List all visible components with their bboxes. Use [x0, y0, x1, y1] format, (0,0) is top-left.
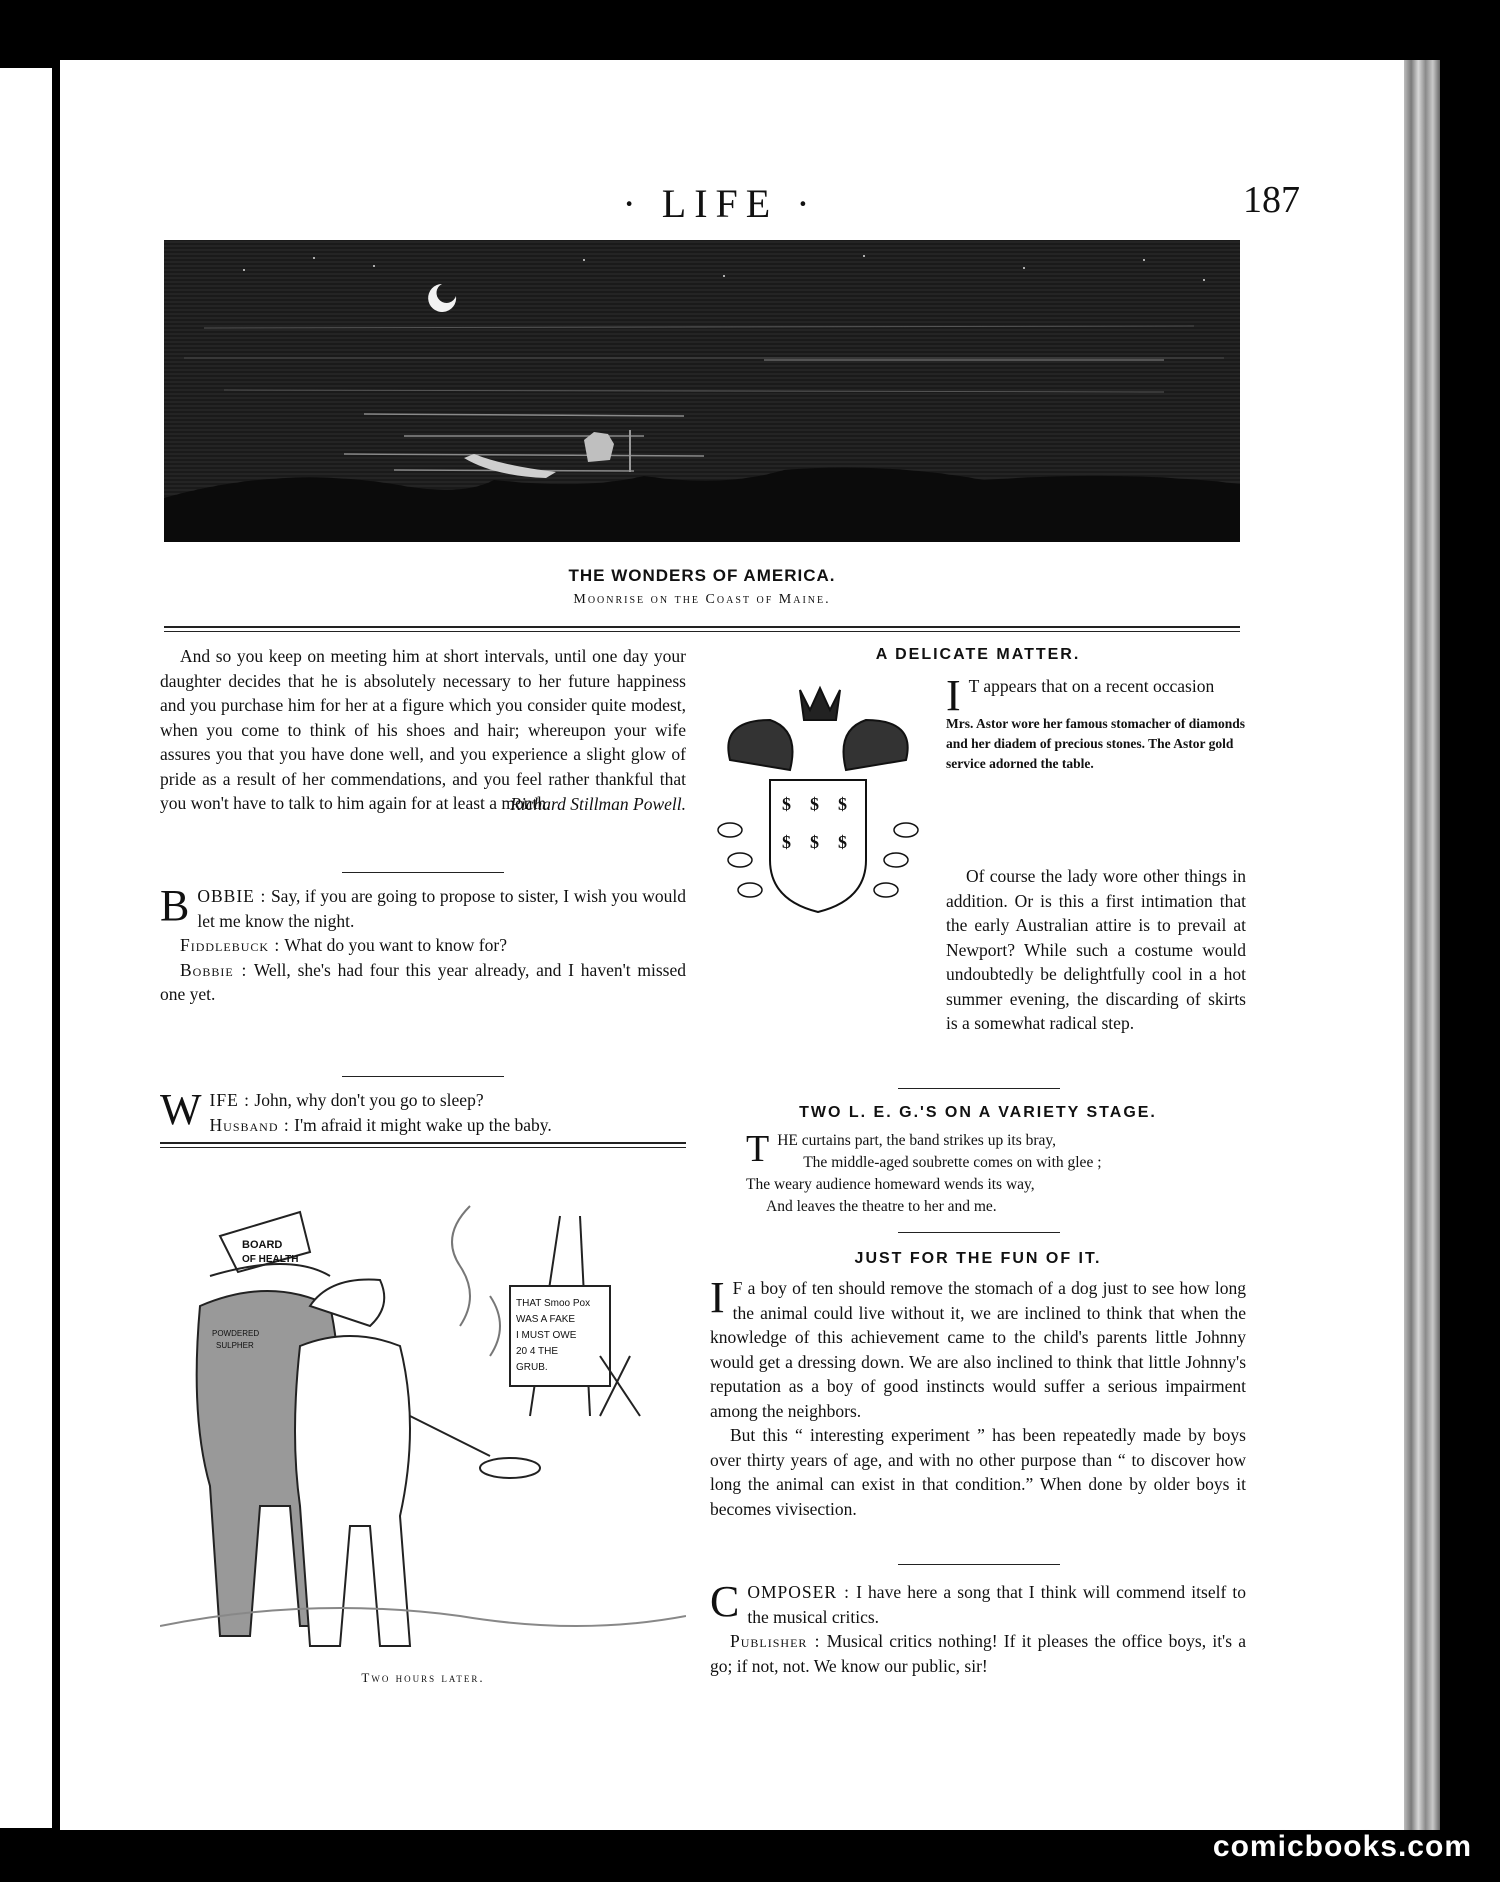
cartoon-svg [160, 1156, 686, 1666]
poem-line-2: The middle-aged soubrette comes on with glee ; [803, 1154, 1102, 1171]
drop-cap-c: C [710, 1577, 740, 1626]
wife-line: John, why don't you go to sleep? [254, 1090, 484, 1110]
page-number: 187 [1243, 179, 1300, 221]
bobbie-line-2: Well, she's had four this year already, and I haven't missed one yet. [160, 959, 686, 1004]
moonrise-illustration-svg [164, 240, 1240, 542]
heading-fun-of-it: JUST FOR THE FUN OF IT. [854, 1250, 1102, 1267]
legs-poem [746, 1130, 1226, 1218]
drop-cap-i-2: I [710, 1273, 725, 1322]
divider [342, 872, 504, 873]
poem-line-1: HE curtains part, the band strikes up its bray, [777, 1132, 1057, 1149]
fun-paragraph-2: But this “ interesting experiment ” has been repeatedly made by boys over thirty years of age, and with no other purpose than “ to discover how long the animal can exist in that condition.” When done by older boys it becomes vivisection. [710, 1425, 1246, 1519]
drop-cap-w: W [160, 1085, 202, 1134]
bobbie-line-1: Say, if you are going to propose to sister, I wish you would let me know the night. [197, 886, 686, 931]
bobbie-dialogue [160, 881, 686, 1007]
sign-line-3: I MUST OWE [516, 1330, 577, 1341]
svg-text:$: $ [810, 832, 819, 852]
cartoon-caption: Two hours later. [361, 1670, 485, 1685]
sign-line-1: THAT Smoo Pox [516, 1298, 591, 1309]
composer-dialogue [710, 1577, 1246, 1678]
svg-text:$: $ [810, 794, 819, 814]
sign-line-5: GRUB. [516, 1362, 548, 1373]
fun-paragraph-1: F a boy of ten should remove the stomach of a dog just to see how long the animal could live without it, we are inclined to think that when the knowledge of this achievement came to the child's parents little Johnny would get a dressing down. We are also inclined to think that little Johnny's reputation as a boy of good instincts would suffer a serious impairment among the neighbors. [710, 1278, 1246, 1421]
drop-cap-t: T [746, 1128, 770, 1170]
wife-dialogue [160, 1085, 686, 1137]
svg-text:$: $ [782, 794, 791, 814]
speaker-fiddlebuck: Fiddlebuck : [180, 935, 281, 955]
page-header-title: · LIFE · [622, 181, 818, 226]
plate-title: THE WONDERS OF AMERICA. [568, 566, 836, 585]
heading-two-legs: TWO L. E. G.'S ON A VARIETY STAGE. [799, 1104, 1157, 1121]
composer-line: I have here a song that I think will commend itself to the musical critics. [747, 1582, 1246, 1627]
hat-label-1: BOARD [242, 1239, 283, 1251]
powell-signature-text: Richard Stillman Powell. [510, 793, 686, 814]
hat-label-2: OF HEALTH [242, 1254, 299, 1265]
poem-line-4: And leaves the theatre to her and me. [766, 1198, 997, 1215]
speaker-bobbie-2: Bobbie : [180, 959, 248, 980]
moonrise-illustration [164, 240, 1240, 542]
board-of-health-cartoon [160, 1156, 686, 1666]
fiddlebuck-line: What do you want to know for? [284, 935, 507, 955]
svg-text:$: $ [838, 794, 847, 814]
delicate-matter-intro [946, 671, 1246, 774]
site-watermark: comicbooks.com [1212, 1830, 1472, 1863]
drop-cap-i: I [946, 671, 961, 720]
heading-delicate-matter: A DELICATE MATTER. [875, 646, 1081, 663]
svg-text:$: $ [838, 832, 847, 852]
powell-paragraph: And so you keep on meeting him at short intervals, until one day your daughter decides that he is absolutely necessary to her future happiness and you purchase him for her at a figure which you consider quite modest, when you come to think of his shoes and hair; whereupon your wife assures you that you have done well, and you experience a slight glow of pride as a result of her commendations, and you feel rather thankful that you won't have to talk to him again for at least a month. [160, 646, 686, 813]
divider [342, 1076, 504, 1077]
divider [898, 1564, 1060, 1565]
float-spacer [710, 864, 946, 1034]
sign-line-4: 20 4 THE [516, 1346, 559, 1357]
column-rule [160, 1142, 686, 1148]
facing-page-edge [0, 68, 52, 1828]
speaker-bobbie: OBBIE : [197, 886, 267, 906]
plate-subtitle: Moonrise on the Coast of Maine. [573, 592, 831, 607]
speaker-publisher: Publisher : [730, 1631, 821, 1651]
speaker-composer: OMPOSER : [747, 1582, 850, 1602]
delicate-lead: T appears that on a recent occasion [968, 676, 1215, 696]
section-rule [164, 626, 1240, 632]
delicate-paragraph: Of course the lady wore other things in addition. Or is this a first intimation that the early Australian attire is to prevail at Newport? While such a costume would undoubtedly be delightfully cool in a hot summer evening, the discarding of skirts is a somewhat radical step. [946, 866, 1246, 1033]
husband-line: I'm afraid it might wake up the baby. [294, 1114, 552, 1135]
astor-quote: Mrs. Astor wore her famous stomacher of diamonds and her diadem of precious stones. The Astor gold service adorned the table. [946, 716, 1245, 771]
speaker-husband: Husband : [209, 1114, 290, 1135]
publisher-line: Musical critics nothing! If it pleases the office boys, it's a go; if not, not. We know our public, sir! [710, 1631, 1246, 1676]
speaker-wife: IFE : [209, 1090, 251, 1110]
divider [898, 1088, 1060, 1089]
sign-line-2: WAS A FAKE [516, 1314, 576, 1325]
badge-label-1: POWDERED [212, 1329, 260, 1338]
left-column [160, 644, 686, 816]
divider [898, 1232, 1060, 1233]
drop-cap-b: B [160, 881, 190, 930]
badge-label-2: SULPHER [216, 1341, 254, 1350]
delicate-matter-body [710, 864, 1246, 1036]
magazine-page [60, 60, 1440, 1830]
page-stack-edge [1404, 60, 1440, 1830]
svg-text:$: $ [782, 832, 791, 852]
fun-of-it-body [710, 1273, 1246, 1521]
poem-line-3: The weary audience homeward wends its way, [746, 1176, 1035, 1193]
